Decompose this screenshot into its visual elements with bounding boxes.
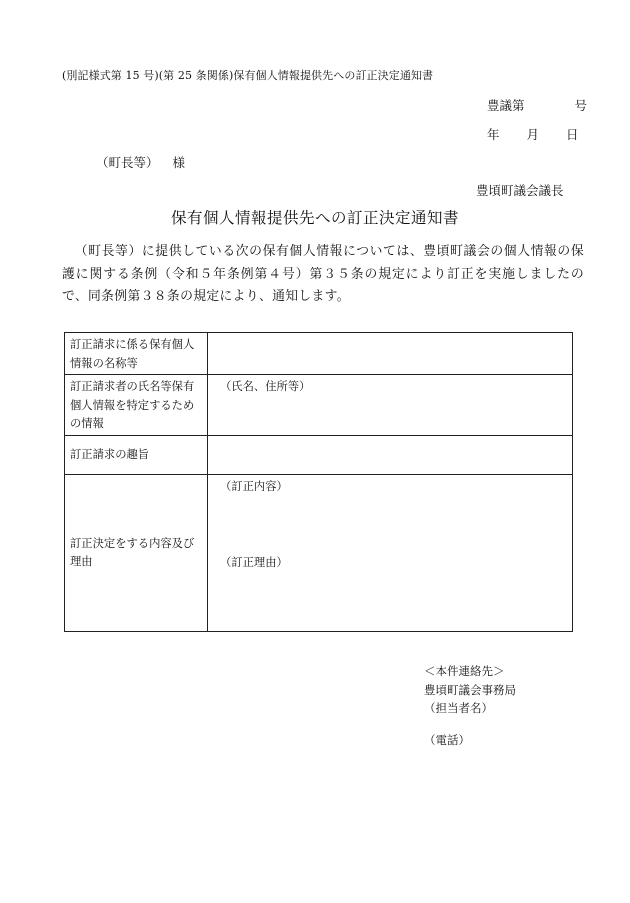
table-row (65, 375, 573, 436)
table-row (65, 436, 573, 475)
contact-office: 豊頃町議会事務局 (424, 682, 516, 697)
document-title: 保有個人情報提供先への訂正決定通知書 (170, 209, 459, 227)
row-label-requester: 訂正請求者の氏名等保有個人情報を特定するための情報 (65, 375, 208, 436)
table-row (65, 475, 573, 632)
number-label: 豊議第 (487, 98, 525, 113)
row-value-requester: （氏名、住所等） (208, 375, 573, 436)
row-value-decision (208, 475, 573, 632)
addressee-name: （町長等） (96, 155, 159, 170)
info-table (64, 332, 573, 632)
addressee (96, 153, 185, 171)
document-date (487, 125, 579, 143)
table-row (65, 333, 573, 375)
day-label: 日 (566, 127, 579, 142)
body-text: （町長等）に提供している次の保有個人情報については、豊頃町議会の個人情報の保護に関する条例（令和５年条例第４号）第３５条の規定により訂正を実施しましたので、同条例第３８条の規定により、通知します。 (62, 244, 584, 304)
year-label: 年 (487, 127, 500, 142)
contact-person: （担当者名） (424, 701, 493, 715)
contact-phone: （電話） (424, 732, 470, 747)
correction-content-label: （訂正内容） (220, 480, 288, 493)
row-label-purpose: 訂正請求の趣旨 (65, 436, 208, 475)
month-label: 月 (526, 127, 540, 142)
document-number (487, 96, 587, 114)
form-reference: (別記様式第 15 号)(第 25 条関係)保有個人情報提供先への訂正決定通知書 (62, 69, 434, 82)
contact-heading: ＜本件連絡先＞ (424, 664, 505, 678)
contact-block (424, 662, 516, 749)
number-suffix: 号 (574, 98, 588, 113)
honorific: 様 (172, 155, 186, 170)
row-label-info-name: 訂正請求に係る保有個人情報の名称等 (65, 333, 208, 375)
sender: 豊頃町議会議長 (476, 183, 564, 198)
row-label-decision: 訂正決定をする内容及び理由 (65, 475, 208, 632)
row-value-info-name (208, 333, 573, 375)
row-value-purpose (208, 436, 573, 475)
correction-reason-label: （訂正理由） (220, 556, 288, 569)
